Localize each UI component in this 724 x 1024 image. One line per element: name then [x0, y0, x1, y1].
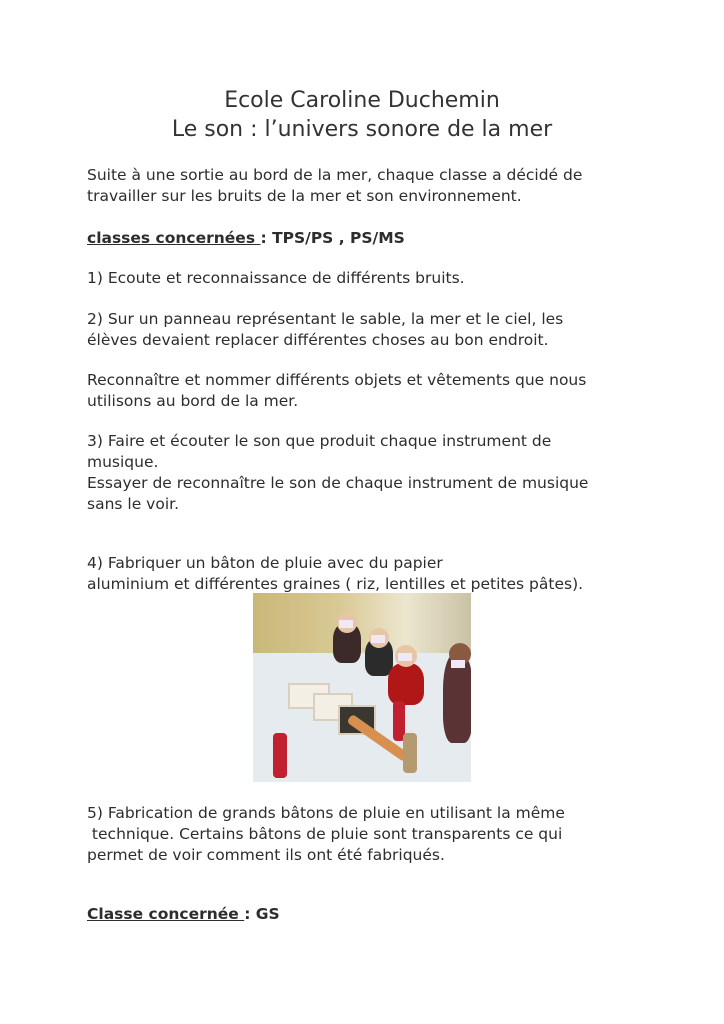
- photo-face-blur: [451, 660, 465, 668]
- photo-child: [388, 663, 424, 705]
- class-concerned-line: [87, 904, 647, 925]
- step-2: [87, 309, 647, 351]
- text-line: utilisons au bord de la mer.: [87, 392, 299, 410]
- recognize-paragraph: [87, 370, 647, 412]
- classes-concerned-value: TPS/PS , PS/MS: [272, 229, 405, 247]
- text-line: 4) Fabriquer un bâton de pluie avec du papier: [87, 554, 443, 572]
- text-line: 5) Fabrication de grands bâtons de pluie en utilisant la même: [87, 804, 565, 822]
- text-line: aluminium et différentes graines ( riz, lentilles et petites pâtes).: [87, 575, 584, 593]
- photo-rain-stick: [273, 733, 287, 778]
- text-line: 1) Ecoute et reconnaissance de différents bruits.: [87, 269, 465, 287]
- step-5: [87, 803, 647, 866]
- text-line: technique. Certains bâtons de pluie sont transparents ce qui: [87, 825, 563, 843]
- text-line: 2) Sur un panneau représentant le sable, la mer et le ciel, les: [87, 310, 564, 328]
- text-line: sans le voir.: [87, 495, 180, 513]
- photo-face-blur: [339, 620, 353, 628]
- class-concerned-value: GS: [255, 905, 280, 923]
- classes-concerned-colon: :: [260, 229, 273, 247]
- photo-face-blur: [371, 635, 385, 643]
- step-1: [87, 268, 647, 289]
- class-concerned-label: Classe concernée: [87, 905, 245, 923]
- photo-rain-stick: [403, 733, 417, 773]
- text-line: Reconnaître et nommer différents objets et vêtements que nous: [87, 371, 587, 389]
- step-4: [87, 553, 647, 595]
- document-title: Ecole Caroline Duchemin: [224, 88, 500, 113]
- text-line: permet de voir comment ils ont été fabriqués.: [87, 846, 445, 864]
- text-line: élèves devaient replacer différentes choses au bon endroit.: [87, 331, 549, 349]
- class-concerned-colon: :: [244, 905, 256, 923]
- text-line: travailler sur les bruits de la mer et son environnement.: [87, 187, 522, 205]
- photo-face-blur: [398, 653, 412, 661]
- text-line: Suite à une sortie au bord de la mer, chaque classe a décidé de: [87, 166, 583, 184]
- step-3: [87, 431, 647, 515]
- intro-paragraph: [87, 165, 647, 207]
- classes-concerned-label: classes concernées: [87, 229, 261, 247]
- classroom-photo: [253, 593, 471, 782]
- photo-wall: [253, 593, 471, 653]
- document-subtitle: Le son : l’univers sonore de la mer: [171, 117, 553, 142]
- classes-concerned-line: [87, 228, 647, 249]
- text-line: 3) Faire et écouter le son que produit chaque instrument de: [87, 432, 552, 450]
- text-line: Essayer de reconnaître le son de chaque instrument de musique: [87, 474, 589, 492]
- text-line: musique.: [87, 453, 159, 471]
